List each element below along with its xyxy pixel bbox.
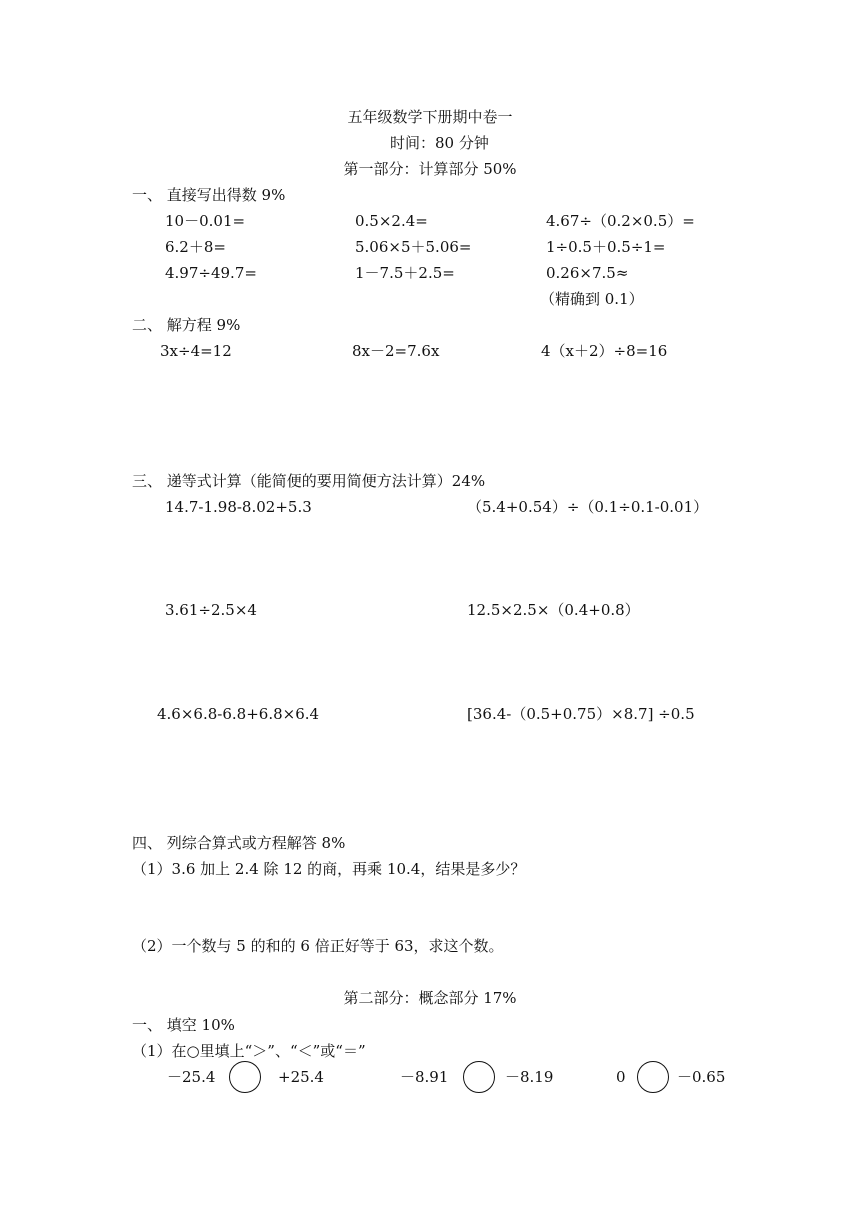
answer-circle[interactable] <box>463 1061 495 1093</box>
part2-title: 第二部分：概念部分 17% <box>343 989 517 1007</box>
part1-title: 第一部分：计算部分 50% <box>343 160 517 178</box>
problem-item: 0.5×2.4= <box>355 212 428 230</box>
section4-heading: 四、 列综合算式或方程解答 8% <box>132 834 346 852</box>
calc-item: 3.61÷2.5×4 <box>165 601 257 619</box>
section1-heading: 一、 直接写出得数 9% <box>132 186 286 204</box>
calc-item: 14.7-1.98-8.02+5.3 <box>165 498 312 516</box>
problem-item: 4.67÷（0.2×0.5）= <box>546 212 695 230</box>
compare-right-value: －8.19 <box>505 1068 554 1086</box>
calc-item: 4.6×6.8-6.8+6.8×6.4 <box>157 705 320 723</box>
calc-item: [36.4-（0.5+0.75）×8.7] ÷0.5 <box>467 705 695 723</box>
problem-item: 6.2＋8= <box>165 238 226 256</box>
calc-item: （5.4+0.54）÷（0.1÷0.1-0.01） <box>467 498 709 516</box>
compare-right-value: －0.65 <box>677 1068 726 1086</box>
rounding-note: （精确到 0.1） <box>540 290 644 308</box>
compare-left-value: －8.91 <box>400 1068 449 1086</box>
time-limit: 时间：80 分钟 <box>390 134 489 152</box>
compare-left-value: 0 <box>616 1068 626 1086</box>
compare-instruction: （1）在○里填上“＞”、“＜”或“＝” <box>132 1042 366 1060</box>
compare-right-value: +25.4 <box>278 1068 324 1086</box>
problem-item: 1－7.5＋2.5= <box>355 264 455 282</box>
fill-blank-heading: 一、 填空 10% <box>132 1016 235 1034</box>
answer-circle[interactable] <box>229 1061 261 1093</box>
problem-item: 5.06×5＋5.06= <box>355 238 472 256</box>
section3-heading: 三、 递等式计算（能简便的要用简便方法计算）24% <box>132 472 486 490</box>
problem-item: 10－0.01= <box>165 212 246 230</box>
equation-item: 3x÷4=12 <box>160 342 232 360</box>
problem-item: 1÷0.5＋0.5÷1= <box>546 238 666 256</box>
problem-item: 4.97÷49.7= <box>165 264 257 282</box>
answer-circle[interactable] <box>637 1061 669 1093</box>
section2-heading: 二、 解方程 9% <box>132 316 241 334</box>
equation-item: 8x－2=7.6x <box>352 342 440 360</box>
word-problem-1: （1）3.6 加上 2.4 除 12 的商，再乘 10.4，结果是多少？ <box>132 860 526 878</box>
compare-left-value: －25.4 <box>167 1068 216 1086</box>
word-problem-2: （2）一个数与 5 的和的 6 倍正好等于 63，求这个数。 <box>132 937 504 955</box>
page-title: 五年级数学下册期中卷一 <box>347 108 513 126</box>
calc-item: 12.5×2.5×（0.4+0.8） <box>467 601 640 619</box>
equation-item: 4（x＋2）÷8=16 <box>541 342 668 360</box>
problem-item: 0.26×7.5≈ <box>546 264 629 282</box>
